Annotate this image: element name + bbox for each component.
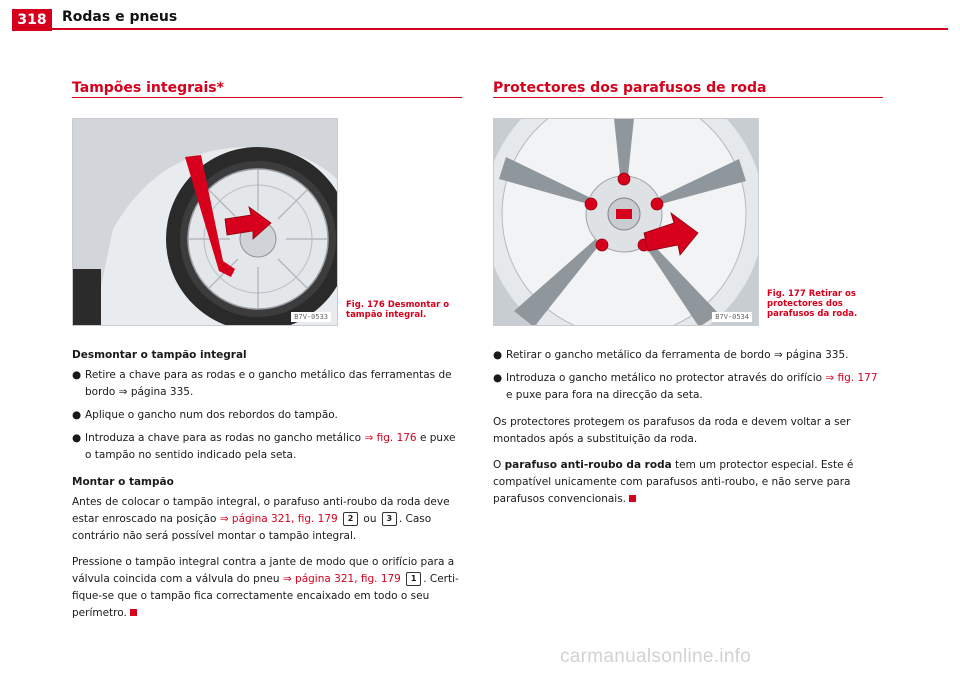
section-rule-left: [72, 97, 462, 98]
page-reference[interactable]: página 321, fig. 179: [231, 513, 338, 525]
figure-code: B7V-0534: [712, 312, 752, 322]
section-title-hubcaps: Tampões integrais*: [72, 80, 224, 96]
figure-reference[interactable]: fig. 177: [837, 372, 878, 384]
figure-176-caption: Fig. 176 Desmontar o tampão integral.: [346, 300, 450, 320]
chapter-title: Rodas e pneus: [62, 9, 178, 25]
figure-177-caption: Fig. 177 Retirar os protectores dos parafusos da roda.: [767, 289, 858, 319]
page-reference[interactable]: página 335: [130, 386, 190, 398]
heading-mount-hubcap: Montar o tampão: [72, 476, 174, 488]
list-item: ● Introduza o gancho metálico no protector através do orifício ⇒ fig. 177 e puxe para fora na direcção da seta.: [493, 372, 878, 401]
figure-176-hubcap-removal: [72, 118, 338, 326]
bullet-icon: ●: [493, 349, 503, 361]
end-of-section-icon: [130, 609, 137, 616]
heading-remove-hubcap: Desmontar o tampão integral: [72, 349, 247, 361]
callout-badge: 2: [343, 512, 358, 526]
bullet-icon: ●: [72, 369, 82, 381]
hubcap-illustration: [73, 119, 337, 325]
watermark: carmanualsonline.info: [560, 646, 752, 667]
list-item: ● Aplique o gancho num dos rebordos do tampão.: [72, 407, 464, 424]
section-rule-right: [493, 97, 883, 98]
figure-177-bolt-cap-removal: [493, 118, 759, 326]
figure-code: B7V-0533: [291, 312, 331, 322]
bullet-icon: ●: [72, 432, 82, 444]
paragraph-mount-1: Antes de colocar o tampão integral, o parafuso anti-roubo da roda deve estar enroscado na posição ⇒ página 321, fig. 179 2 ou 3 . Caso contrário não será possível montar o tampão integral.: [72, 496, 450, 542]
callout-badge: 3: [382, 512, 397, 526]
list-item: ● Retire a chave para as rodas e o gancho metálico das ferramentas de bordo ⇒ página 335.: [72, 369, 452, 398]
header-rule: [12, 28, 948, 30]
end-of-section-icon: [629, 495, 636, 502]
alloy-wheel-illustration: [494, 119, 758, 325]
right-text-column: [493, 347, 885, 517]
page-reference[interactable]: página 335: [786, 349, 846, 361]
paragraph-mount-2: Pressione o tampão integral contra a jante de modo que o orifício para a válvula coincida com a válvula do pneu ⇒ página 321, fig. 179 1 . Certi-fique-se que o tampão fica correctamente encaixado em todo o seu perímetro.: [72, 556, 459, 619]
list-item: ● Introduza a chave para as rodas no gancho metálico ⇒ fig. 176 e puxe o tampão no sentido indicado pela seta.: [72, 432, 456, 461]
bullet-icon: ●: [72, 409, 82, 421]
left-text-column: [72, 347, 464, 631]
list-item: ● Retirar o gancho metálico da ferramenta de bordo ⇒ página 335.: [493, 347, 885, 364]
section-title-bolt-caps: Protectores dos parafusos de roda: [493, 80, 767, 96]
page-number: 318: [12, 9, 52, 31]
callout-badge: 1: [406, 572, 421, 586]
bullet-icon: ●: [493, 372, 503, 384]
page-reference[interactable]: página 321, fig. 179: [295, 573, 401, 585]
page-header: [0, 0, 960, 30]
paragraph-protectors: Os protectores protegem os parafusos da roda e devem voltar a ser montados após a substituição da roda.: [493, 416, 851, 445]
figure-reference[interactable]: fig. 176: [376, 432, 417, 444]
paragraph-anti-theft: O parafuso anti-roubo da roda tem um protector especial. Este é compatível unicamente com parafusos anti-roubo, e não serve para parafusos convencionais.: [493, 459, 854, 505]
